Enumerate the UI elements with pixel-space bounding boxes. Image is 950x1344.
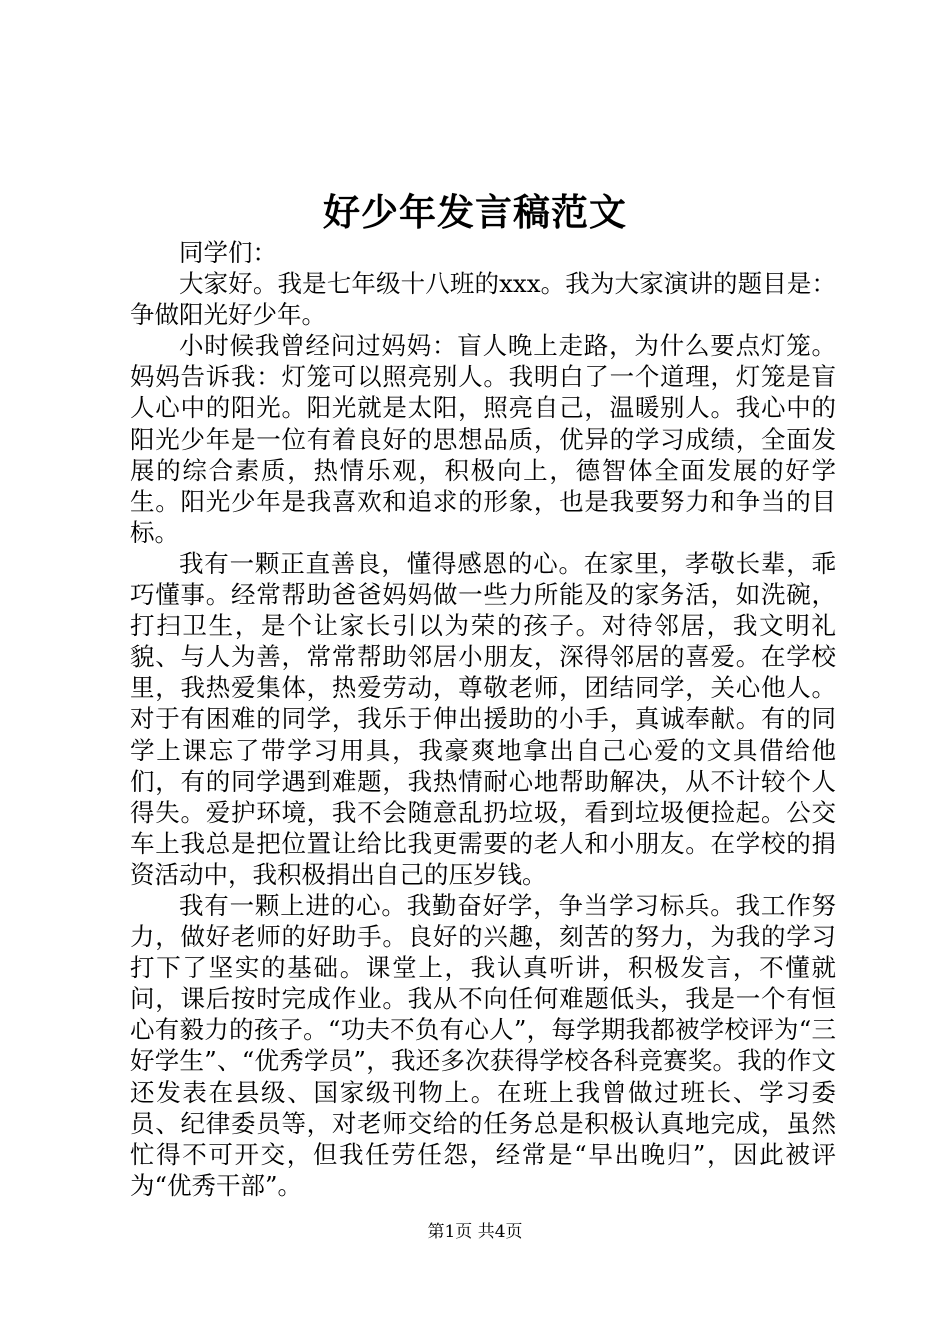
page-number-footer: 第1页 共4页	[427, 1222, 523, 1242]
paragraph-lantern: 小时候我曾经问过妈妈：盲人晚上走路，为什么要点灯笼。妈妈告诉我：灯笼可以照亮别人。我明白了一个道理，灯笼是盲人心中的阳光。阳光就是太阳，照亮自己，温暖别人。我心中的阳光少年是一位有着良好的思想品质，优异的学习成绩，全面发展的综合素质，热情乐观，积极向上，德智体全面发展的好学生。阳光少年是我喜欢和追求的形象，也是我要努力和争当的目标。	[130, 331, 836, 547]
paragraph-kind-heart: 我有一颗正直善良，懂得感恩的心。在家里，孝敬长辈，乖巧懂事。经常帮助爸爸妈妈做一些力所能及的家务活，如洗碗，打扫卫生，是个让家长引以为荣的孩子。对待邻居，我文明礼貌、与人为善，常常帮助邻居小朋友，深得邻居的喜爱。在学校里，我热爱集体，热爱劳动，尊敬老师，团结同学，关心他人。对于有困难的同学，我乐于伸出援助的小手，真诚奉献。有的同学上课忘了带学习用具，我豪爽地拿出自己心爱的文具借给他们，有的同学遇到难题，我热情耐心地帮助解决，从不计较个人得失。爱护环境，我不会随意乱扔垃圾，看到垃圾便捡起。公交车上我总是把位置让给比我更需要的老人和小朋友。在学校的捐资活动中，我积极捐出自己的压岁钱。	[130, 548, 836, 889]
document-body	[130, 237, 836, 1201]
paragraph-intro: 大家好。我是七年级十八班的xxx。我为大家演讲的题目是：争做阳光好少年。	[130, 269, 836, 330]
paragraph-greeting: 同学们：	[179, 238, 277, 267]
paragraph-ambition: 我有一颗上进的心。我勤奋好学，争当学习标兵。我工作努力，做好老师的好助手。良好的兴趣，刻苦的努力，为我的学习打下了坚实的基础。课堂上，我认真听讲，积极发言，不懂就问，课后按时完成作业。我从不向任何难题低头，我是一个有恒心有毅力的孩子。“功夫不负有心人”，每学期我都被学校评为“三好学生”、“优秀学员”，我还多次获得学校各科竞赛奖。我的作文还发表在县级、国家级刊物上。在班上我曾做过班长、学习委员、纪律委员等，对老师交给的任务总是积极认真地完成，虽然忙得不可开交，但我任劳任怨，经常是“早出晚归”，因此被评为“优秀干部”。	[130, 890, 836, 1200]
document-title: 好少年发言稿范文	[323, 190, 627, 234]
